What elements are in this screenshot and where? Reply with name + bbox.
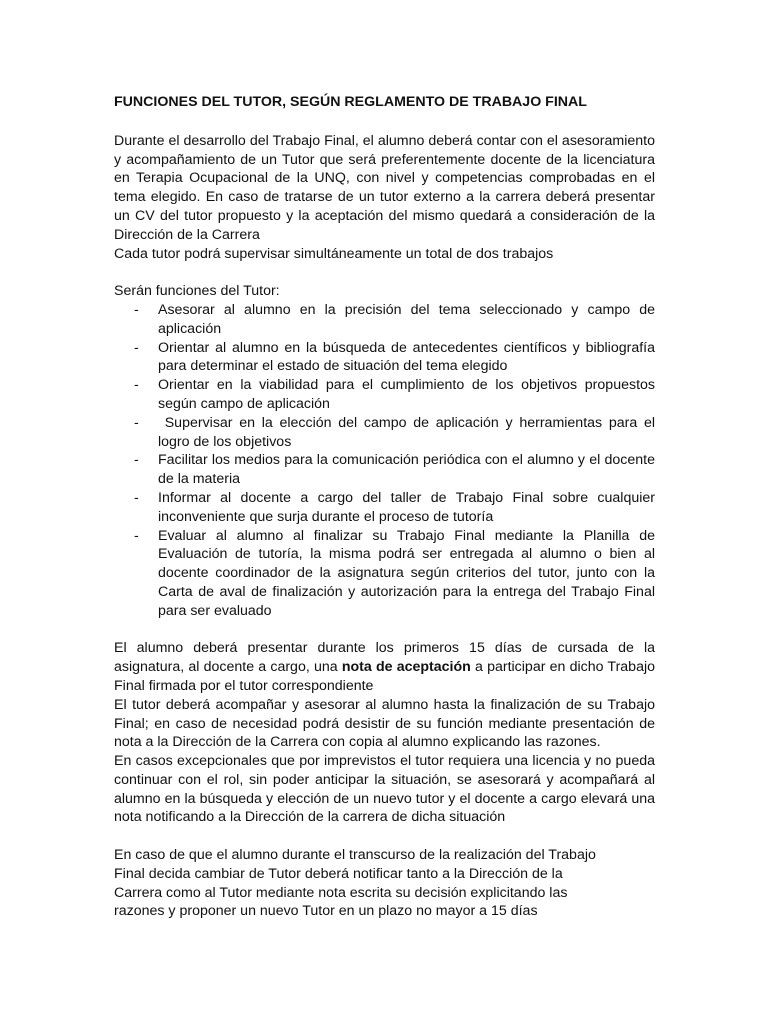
bullet-dash: - [134, 527, 139, 544]
list-item [114, 301, 655, 339]
bullet-dash: - [134, 452, 139, 469]
list-item-text: Supervisar en la elección del campo de aplicación y herramientas para el logro de los objetivos [158, 414, 659, 450]
intro-paragraph: Durante el desarrollo del Trabajo Final, el alumno deberá contar con el asesoramiento y acompañamiento de un Tutor que será preferentemente docente de la licenciatura en Terapia Ocupacional de la UNQ, con nivel y competencias comprobadas en el tema elegido. En caso de tratarse de un tutor externo a la carrera deberá presentar un CV del tutor propuesto y la aceptación del mismo quedará a consideración de la Dirección de la Carrera [114, 132, 655, 243]
list-item-text: Asesorar al alumno en la precisión del tema seleccionado y campo de aplicación [158, 301, 655, 337]
list-item-text: Orientar en la viabilidad para el cumplimiento de los objetivos propuestos según campo de aplicación [158, 377, 655, 412]
spacer [114, 621, 655, 640]
document-title: FUNCIONES DEL TUTOR, SEGÚN REGLAMENTO DE TRABAJO FINAL [114, 94, 587, 110]
supervision-limit-paragraph: Cada tutor podrá supervisar simultáneamente un total de dos trabajos [114, 245, 554, 262]
list-item [114, 451, 655, 489]
list-item-text: Evaluar al alumno al finalizar su Trabajo Final mediante la Planilla de Evaluación de tutoría, la misma podrá ser entregada al alumno o bien al docente coordinador de la asignatura según criterios del tutor, junto con la Carta de aval de finalización y autorización para la entrega del Trabajo Final para ser evaluado [158, 527, 655, 619]
acceptance-text-after: a participar en dicho Trabajo Final firmada por el tutor correspondiente [114, 659, 656, 694]
document-page [114, 93, 659, 921]
list-item [114, 339, 655, 377]
bullet-dash: - [134, 414, 139, 431]
bullet-dash: - [134, 377, 139, 394]
exceptional-paragraph: En casos excepcionales que por imprevistos el tutor requiera una licencia y no pueda continuar con el rol, sin poder anticipar la situación, se asesorará y acompañará al alumno en la búsqueda y elección de un nuevo tutor y el docente a cargo elevará una nota notificando a la Dirección de la carrera de dicha situación [114, 753, 655, 826]
bullet-dash: - [134, 489, 139, 506]
list-item [114, 489, 655, 527]
spacer [114, 263, 655, 282]
change-tutor-paragraph: En caso de que el alumno durante el transcurso de la realización del Trabajo Final decida cambiar de Tutor deberá notificar tanto a la Dirección de la Carrera como al Tutor mediante nota escrita su decisión explicitando las razones y proponer un nuevo Tutor en un plazo no mayor a 15 días [114, 847, 596, 920]
tutor-paragraph: El tutor deberá acompañar y asesorar al alumno hasta la finalización de su Trabajo Final; en caso de necesidad podrá desistir de su función mediante presentación de nota a la Dirección de la Carrera con copia al alumno explicando las razones. [114, 696, 655, 751]
functions-list [114, 301, 659, 621]
spacer [114, 827, 655, 846]
list-item [114, 527, 655, 621]
list-item [114, 414, 659, 452]
bullet-dash: - [134, 339, 139, 356]
list-item-text: Facilitar los medios para la comunicación periódica con el alumno y el docente de la materia [158, 452, 655, 488]
functions-heading: Serán funciones del Tutor: [114, 283, 280, 300]
acceptance-text-before: El alumno deberá presentar durante los primeros 15 días de cursada de la asignatura, al docente a cargo, una [114, 640, 655, 676]
list-item-text: Orientar al alumno en la búsqueda de antecedentes científicos y bibliografía para determinar el estado de situación del tema elegido [158, 339, 655, 375]
acceptance-paragraph [114, 639, 655, 695]
list-item [114, 376, 655, 414]
list-item-text: Informar al docente a cargo del taller de Trabajo Final sobre cualquier inconveniente que surja durante el proceso de tutoría [158, 489, 655, 525]
bullet-dash: - [134, 301, 139, 318]
acceptance-bold-text: nota de aceptación [341, 659, 471, 676]
